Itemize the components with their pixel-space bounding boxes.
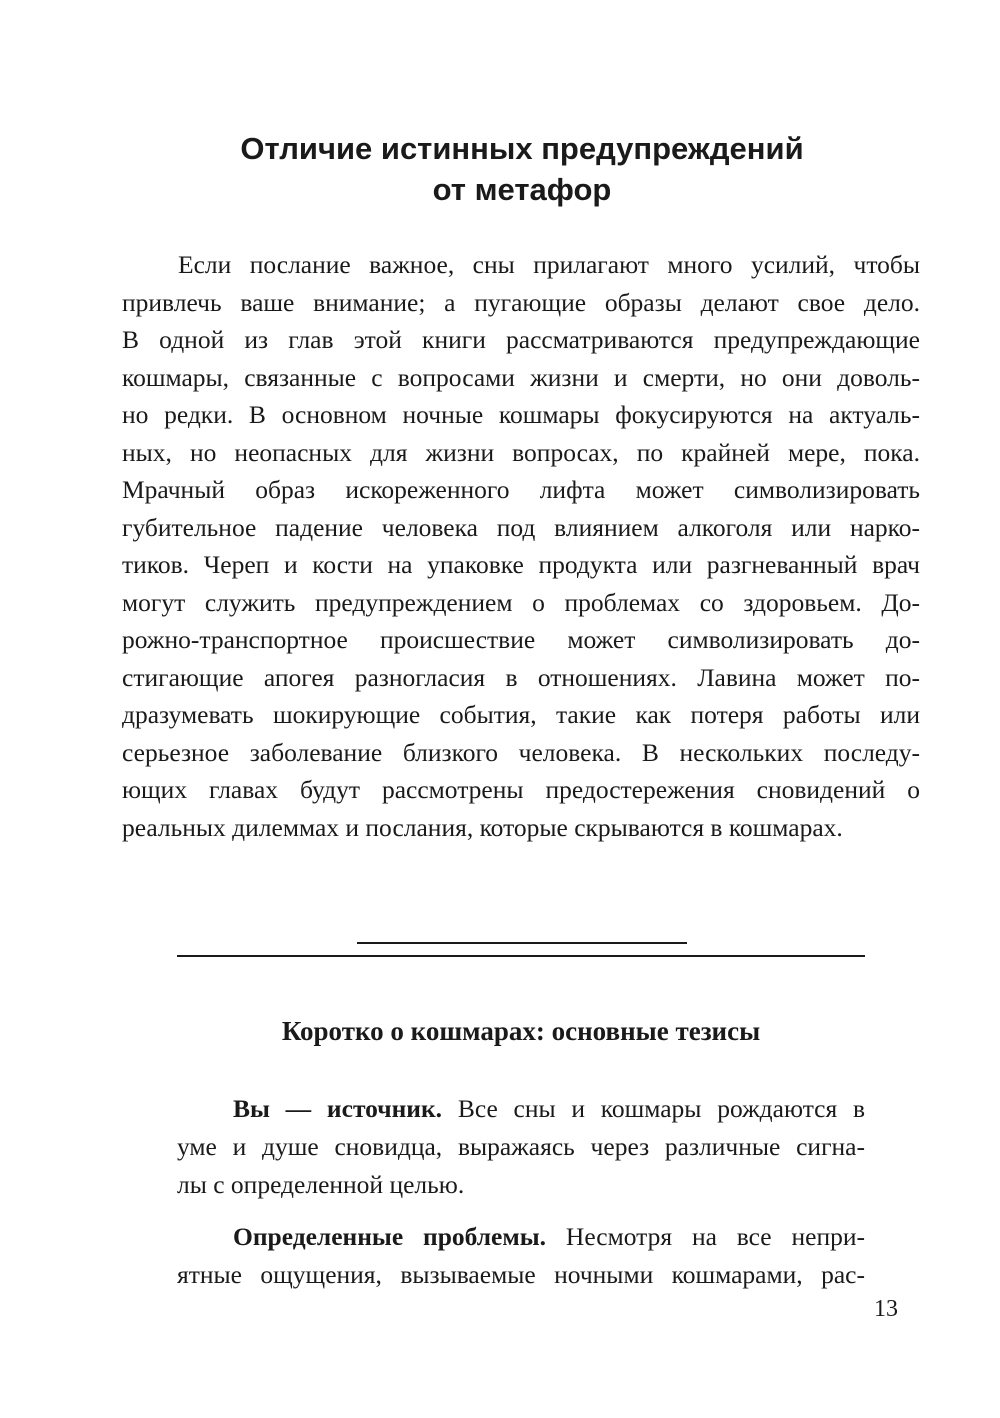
thesis-line: ятные ощущения, вызываемые ночными кошмарами, рас- (177, 1260, 865, 1289)
thesis-paragraph-1 (177, 1090, 865, 1204)
paragraph-line: дразумевать шокирующие события, такие как потеря работы или (122, 700, 920, 729)
thesis-text: Все сны и кошмары рождаются в (442, 1094, 865, 1123)
thesis-first-line (177, 1090, 865, 1128)
section-title-line-2: от метафор (432, 172, 612, 207)
divider-short (357, 942, 687, 944)
paragraph-line: Если послание важное, сны прилагают много усилий, чтобы (178, 250, 920, 279)
section-title-line-1: Отличие истинных предупреждений (240, 131, 804, 166)
paragraph-line: ных, но неопасных для жизни вопросах, по крайней мере, пока. (122, 437, 920, 467)
paragraph-line: привлечь ваше внимание; а пугающие образы делают свое дело. (122, 287, 920, 317)
paragraph-line: губительное падение человека под влиянием алкоголя или нарко- (122, 512, 920, 542)
page-number: 13 (874, 1296, 898, 1322)
thesis-line: лы с определенной целью. (177, 1170, 465, 1199)
thesis-line: уме и душе сновидца, выражаясь через различные сигна- (177, 1132, 865, 1161)
paragraph-line: тиков. Череп и кости на упаковке продукта или разгневанный врач (122, 550, 920, 579)
summary-heading: Коротко о кошмарах: основные тезисы (281, 1016, 761, 1046)
paragraph-line: В одной из глав этой книги рассматриваются предупреждающие (122, 325, 920, 354)
paragraph-line: кошмары, связанные с вопросами жизни и смерти, но они доволь- (122, 362, 920, 392)
paragraph-line: серьезное заболевание близкого человека. В нескольких последу- (122, 737, 920, 767)
thesis-first-line (177, 1218, 865, 1256)
paragraph-line: стигающие апогея разногласия в отношениях. Лавина может по- (122, 662, 920, 692)
thesis-term: Определенные проблемы. (233, 1222, 547, 1251)
paragraph-line: реальных дилеммах и послания, которые скрываются в кошмарах. (122, 812, 843, 842)
paragraph-line: рожно-транспортное происшествие может символизировать до- (122, 625, 920, 654)
paragraph-line: могут служить предупреждением о проблемах со здоровьем. До- (122, 587, 920, 617)
paragraph-line: ющих главах будут рассмотрены предостережения сновидений о (122, 775, 920, 804)
body-paragraph (122, 246, 920, 846)
thesis-term: Вы — источник. (233, 1094, 443, 1123)
section-title (122, 128, 922, 210)
paragraph-line: Мрачный образ искореженного лифта может символизировать (122, 475, 920, 504)
paragraph-line: но редки. В основном ночные кошмары фокусируются на актуаль- (122, 400, 920, 429)
thesis-text: Несмотря на все непри- (546, 1222, 865, 1251)
divider-long (177, 955, 865, 957)
thesis-paragraph-2 (177, 1218, 865, 1294)
